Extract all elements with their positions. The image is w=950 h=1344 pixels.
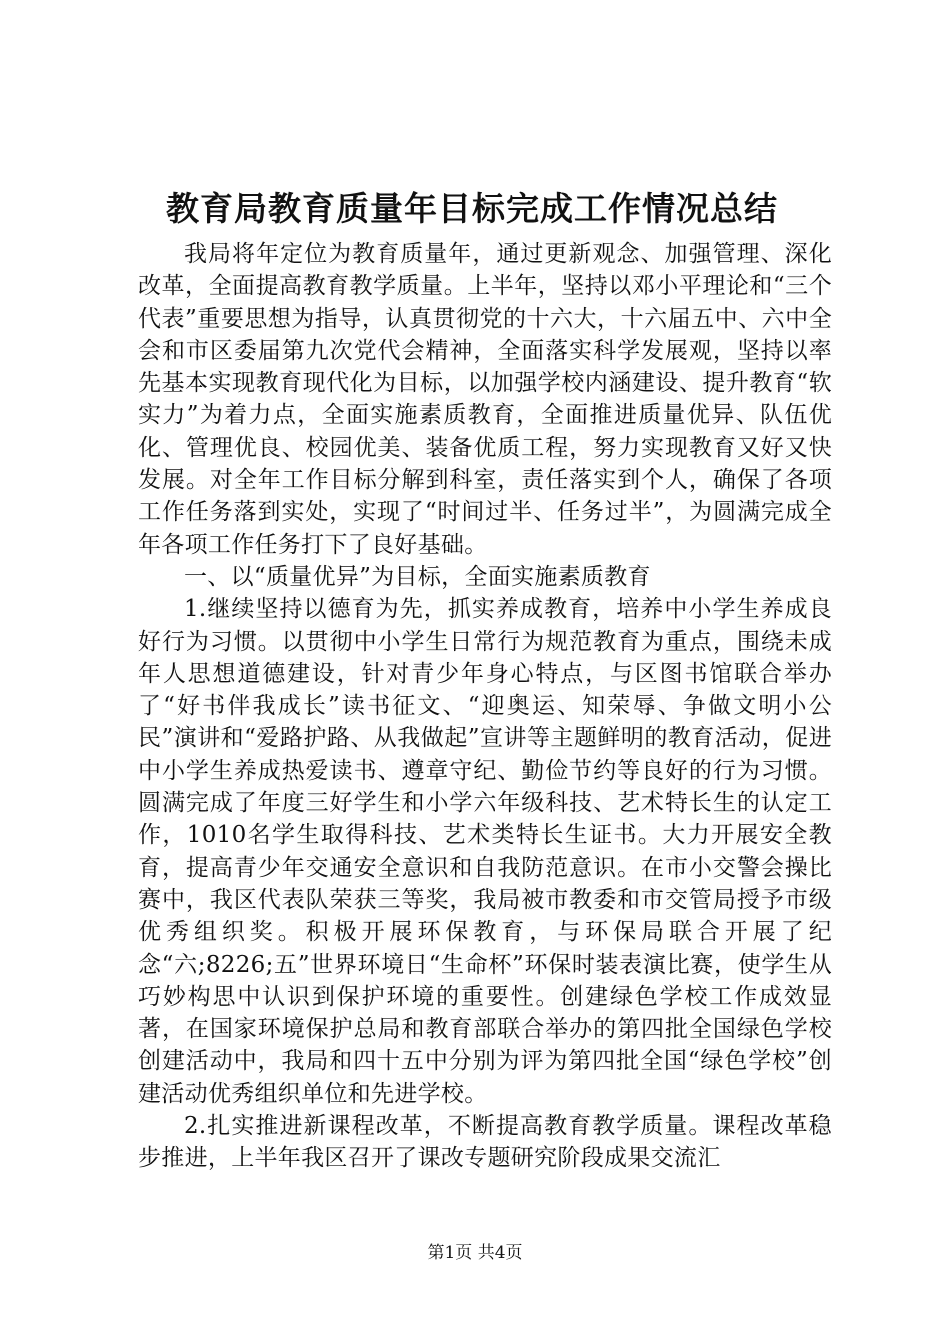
body-paragraph-2: 2.扎实推进新课程改革，不断提高教育教学质量。课程改革稳步推进，上半年我区召开了课改专题研究阶段成果交流汇	[138, 1113, 832, 1172]
page-footer: 第1页 共4页	[427, 1243, 523, 1263]
document-title: 教育局教育质量年目标完成工作情况总结	[166, 189, 778, 228]
body-paragraph-1: 1.继续坚持以德育为先，抓实养成教育，培养中小学生养成良好行为习惯。以贯彻中小学生日常行为规范教育为重点，围绕未成年人思想道德建设，针对青少年身心特点，与区图书馆联合举办了“好书伴我成长”读书征文、“迎奥运、知荣辱、争做文明小公民”演讲和“爱路护路、从我做起”宣讲等主题鲜明的教育活动，促进中小学生养成热爱读书、遵章守纪、勤俭节约等良好的行为习惯。圆满完成了年度三好学生和小学六年级科技、艺术特长生的认定工作，1010名学生取得科技、艺术类特长生证书。大力开展安全教育，提高青少年交通安全意识和自我防范意识。在市小交警会操比赛中，我区代表队荣获三等奖，我局被市教委和市交管局授予市级优秀组织奖。积极开展环保教育，与环保局联合开展了纪念“六;8226;五”世界环境日“生命杯”环保时装表演比赛，使学生从巧妙构思中认识到保护环境的重要性。创建绿色学校工作成效显著，在国家环境保护总局和教育部联合举办的第四批全国绿色学校创建活动中，我局和四十五中分别为评为第四批全国“绿色学校”创建活动优秀组织单位和先进学校。	[138, 596, 832, 1107]
intro-paragraph: 我局将年定位为教育质量年，通过更新观念、加强管理、深化改革，全面提高教育教学质量。上半年，坚持以邓小平理论和“三个代表”重要思想为指导，认真贯彻党的十六大，十六届五中、六中全会和市区委届第九次党代会精神，全面落实科学发展观，坚持以率先基本实现教育现代化为目标，以加强学校内涵建设、提升教育“软实力”为着力点，全面实施素质教育，全面推进质量优异、队伍优化、管理优良、校园优美、装备优质工程，努力实现教育又好又快发展。对全年工作目标分解到科室，责任落实到个人，确保了各项工作任务落到实处，实现了“时间过半、任务过半”，为圆满完成全年各项工作任务打下了良好基础。	[138, 241, 832, 558]
document-body	[138, 238, 832, 1175]
section-heading-1: 一、以“质量优异”为目标，全面实施素质教育	[184, 563, 651, 590]
